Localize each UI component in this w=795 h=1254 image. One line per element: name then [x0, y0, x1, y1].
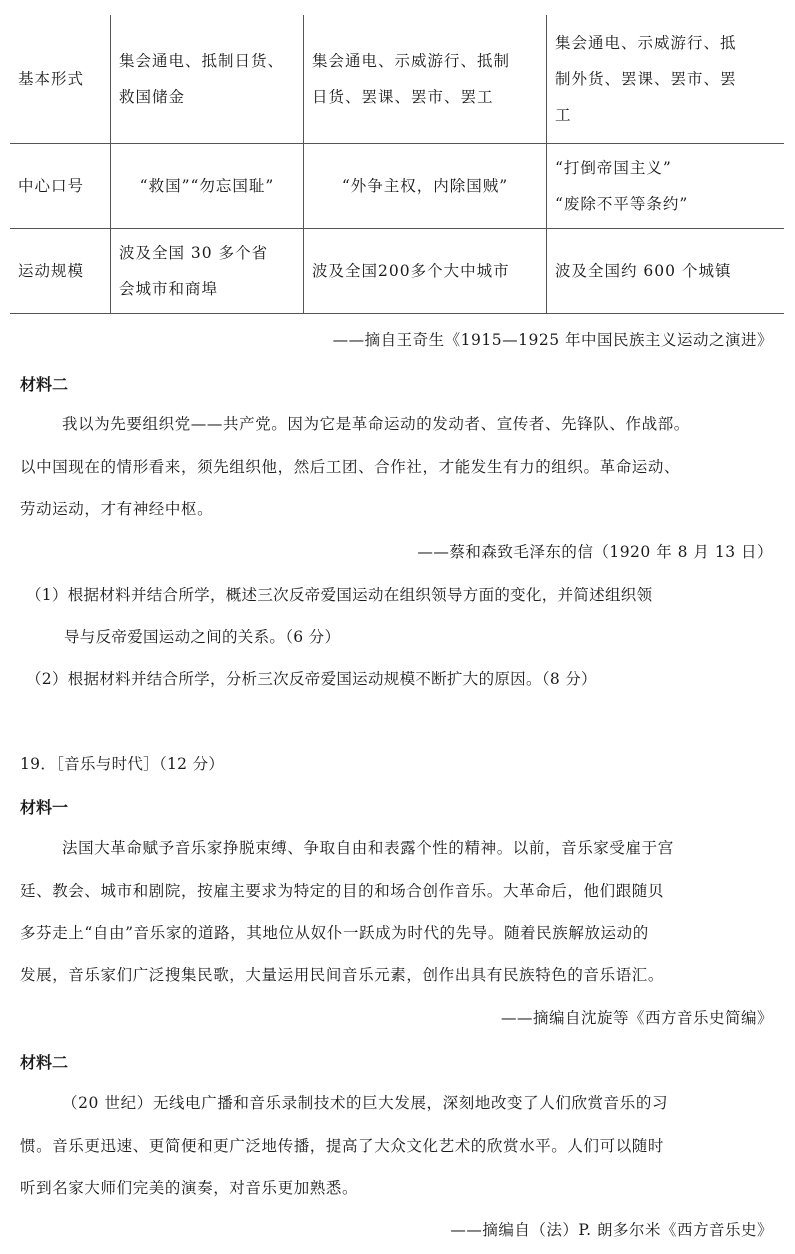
table-cell: “救国”“勿忘国耻” — [111, 144, 304, 229]
q18-material2-heading: 材料二 — [20, 375, 69, 394]
row-header: 中心口号 — [10, 144, 111, 229]
table-cell: 集会通电、示威游行、抵 制外货、罢课、罢市、罢 工 — [547, 15, 785, 144]
table-source: ——摘自王奇生《1915—1925 年中国民族主义运动之演进》 — [332, 331, 773, 349]
table-cell: 波及全国 30 多个省 会城市和商埠 — [111, 229, 304, 314]
q18-material2-source: ——蔡和森致毛泽东的信（1920 年 8 月 13 日） — [417, 543, 773, 561]
table-cell: “外争主权，内除国贼” — [304, 144, 547, 229]
q19-material2-line: 听到名家大师们完美的演奏，对音乐更加熟悉。 — [20, 1179, 359, 1197]
q19-material1-source: ——摘编自沈旋等《西方音乐史简编》 — [500, 1009, 773, 1027]
table-row — [10, 144, 784, 229]
q18-material2-line: 以中国现在的情形看来，须先组织他，然后工团、合作社，才能发生有力的组织。革命运动、 — [20, 458, 681, 476]
q19-material2-line: 惯。音乐更迅速、更简便和更广泛地传播，提高了大众文化艺术的欣赏水平。人们可以随时 — [20, 1137, 665, 1155]
q19-material1-line: 发展，音乐家们广泛搜集民歌，大量运用民间音乐元素，创作出具有民族特色的音乐语汇。 — [20, 966, 665, 984]
q19-material1-line: 廷、教会、城市和剧院，按雇主要求为特定的目的和场合创作音乐。大革命后，他们跟随贝 — [20, 882, 665, 900]
question-18-1: （1）根据材料并结合所学，概述三次反帝爱国运动在组织领导方面的变化，并简述组织领 — [26, 586, 653, 604]
question-19-title: 19．［音乐与时代］（12 分） — [20, 755, 225, 773]
q19-material1-line: 多芬走上“自由”音乐家的道路，其地位从奴仆一跃成为时代的先导。随着民族解放运动的 — [20, 924, 649, 942]
q18-material2-line: 劳动运动，才有神经中枢。 — [20, 500, 214, 518]
table-cell: 波及全国约 600 个城镇 — [547, 229, 785, 314]
q19-material2-source: ——摘编自（法）P. 朗多尔米《西方音乐史》 — [450, 1221, 773, 1239]
table-cell: 集会通电、抵制日货、 救国储金 — [111, 15, 304, 144]
row-header: 基本形式 — [10, 15, 111, 144]
q19-material2-heading: 材料二 — [20, 1053, 69, 1072]
table-cell: 波及全国200多个大中城市 — [304, 229, 547, 314]
table-row — [10, 229, 784, 314]
q19-material2-line: （20 世纪）无线电广播和音乐录制技术的巨大发展，深刻地改变了人们欣赏音乐的习 — [62, 1094, 669, 1112]
question-18-1-cont: 导与反帝爱国运动之间的关系。（6 分） — [64, 628, 341, 646]
q19-material1-line: 法国大革命赋予音乐家挣脱束缚、争取自由和表露个性的精神。以前，音乐家受雇于宫 — [62, 839, 674, 857]
question-18-2: （2）根据材料并结合所学，分析三次反帝爱国运动规模不断扩大的原因。（8 分） — [26, 670, 597, 688]
q19-material1-heading: 材料一 — [20, 798, 69, 817]
comparison-table — [10, 15, 784, 314]
q18-material2-line: 我以为先要组织党——共产党。因为它是革命运动的发动者、宣传者、先锋队、作战部。 — [62, 415, 690, 433]
row-header: 运动规模 — [10, 229, 111, 314]
table-cell: 集会通电、示威游行、抵制 日货、罢课、罢市、罢工 — [304, 15, 547, 144]
table-cell: “打倒帝国主义” “废除不平等条约” — [547, 144, 785, 229]
table-row — [10, 15, 784, 144]
